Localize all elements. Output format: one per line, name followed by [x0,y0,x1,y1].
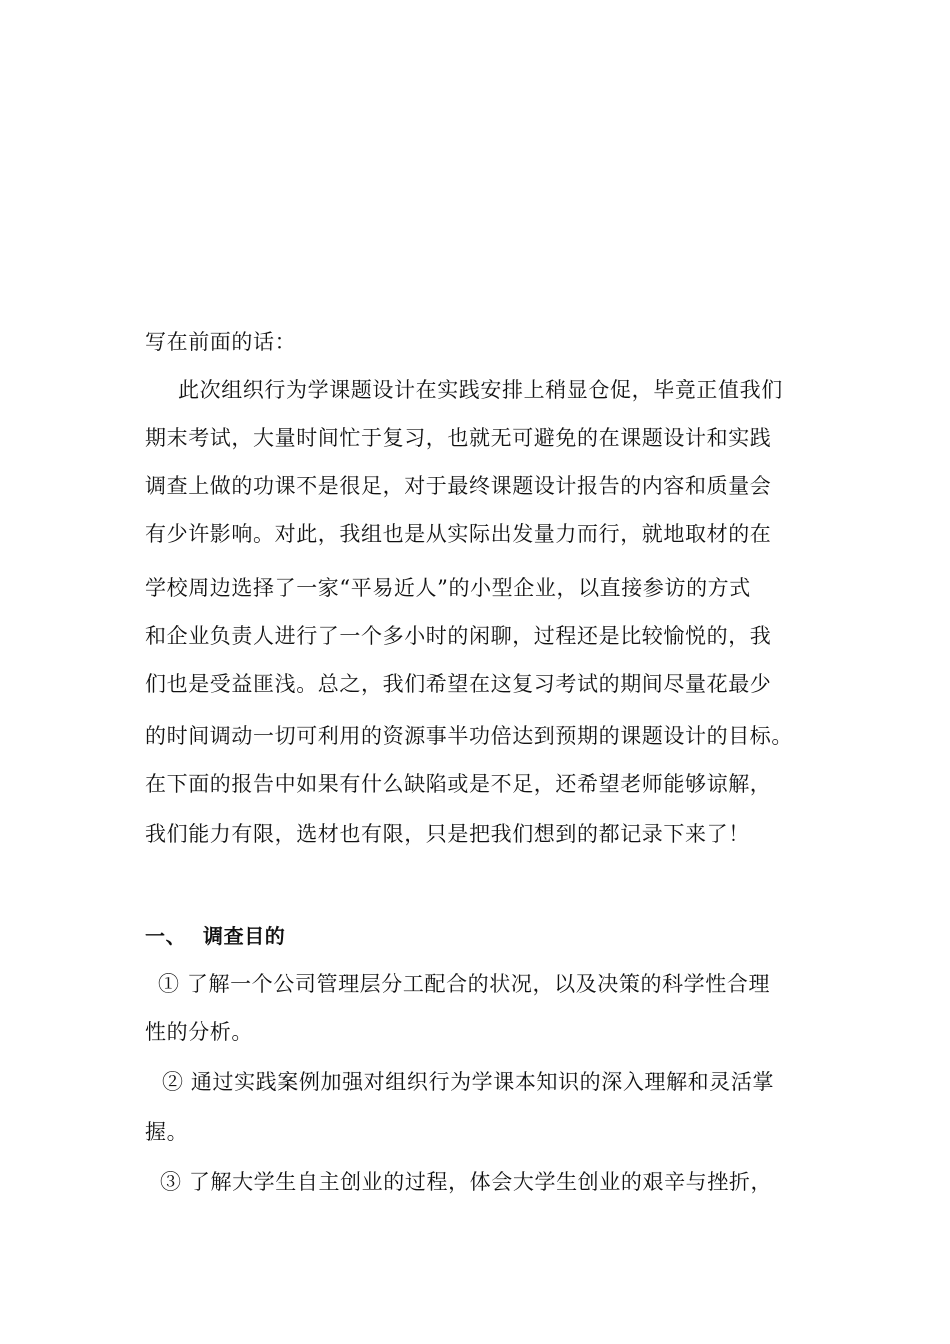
purpose-item-continued: 性的分析。 [145,1020,253,1044]
intro-line: 和企业负责人进行了一个多小时的闲聊，过程还是比较愉悦的，我 [145,624,772,648]
intro-line: 学校周边选择了一家“平易近人”的小型企业，以直接参访的方式 [145,576,751,600]
purpose-item: ② 通过实践案例加强对组织行为学课本知识的深入理解和灵活掌 [162,1070,775,1094]
section-heading [145,922,285,950]
intro-line: 此次组织行为学课题设计在实践安排上稍显仓促，毕竟正值我们 [178,378,783,402]
intro-line: 在下面的报告中如果有什么缺陷或是不足，还希望老师能够谅解， [145,772,772,796]
intro-line: 的时间调动一切可利用的资源事半功倍达到预期的课题设计的目标。 [145,724,793,748]
intro-line: 期末考试，大量时间忙于复习，也就无可避免的在课题设计和实践 [145,426,772,450]
purpose-item-continued: 握。 [145,1120,189,1144]
purpose-item: ③ 了解大学生自主创业的过程，体会大学生创业的艰辛与挫折， [160,1170,773,1194]
intro-title: 写在前面的话： [145,330,297,354]
section-number: 一、 [145,924,187,948]
intro-line: 调查上做的功课不是很足，对于最终课题设计报告的内容和质量会 [145,474,772,498]
intro-line: 我们能力有限，选材也有限，只是把我们想到的都记录下来了！ [145,822,750,846]
section-title: 调查目的 [203,924,286,948]
intro-line: 有少许影响。对此，我组也是从实际出发量力而行，就地取材的在 [145,522,772,546]
purpose-item: ① 了解一个公司管理层分工配合的状况，以及决策的科学性合理 [158,972,771,996]
intro-line: 们也是受益匪浅。总之，我们希望在这复习考试的期间尽量花最少 [145,672,772,696]
